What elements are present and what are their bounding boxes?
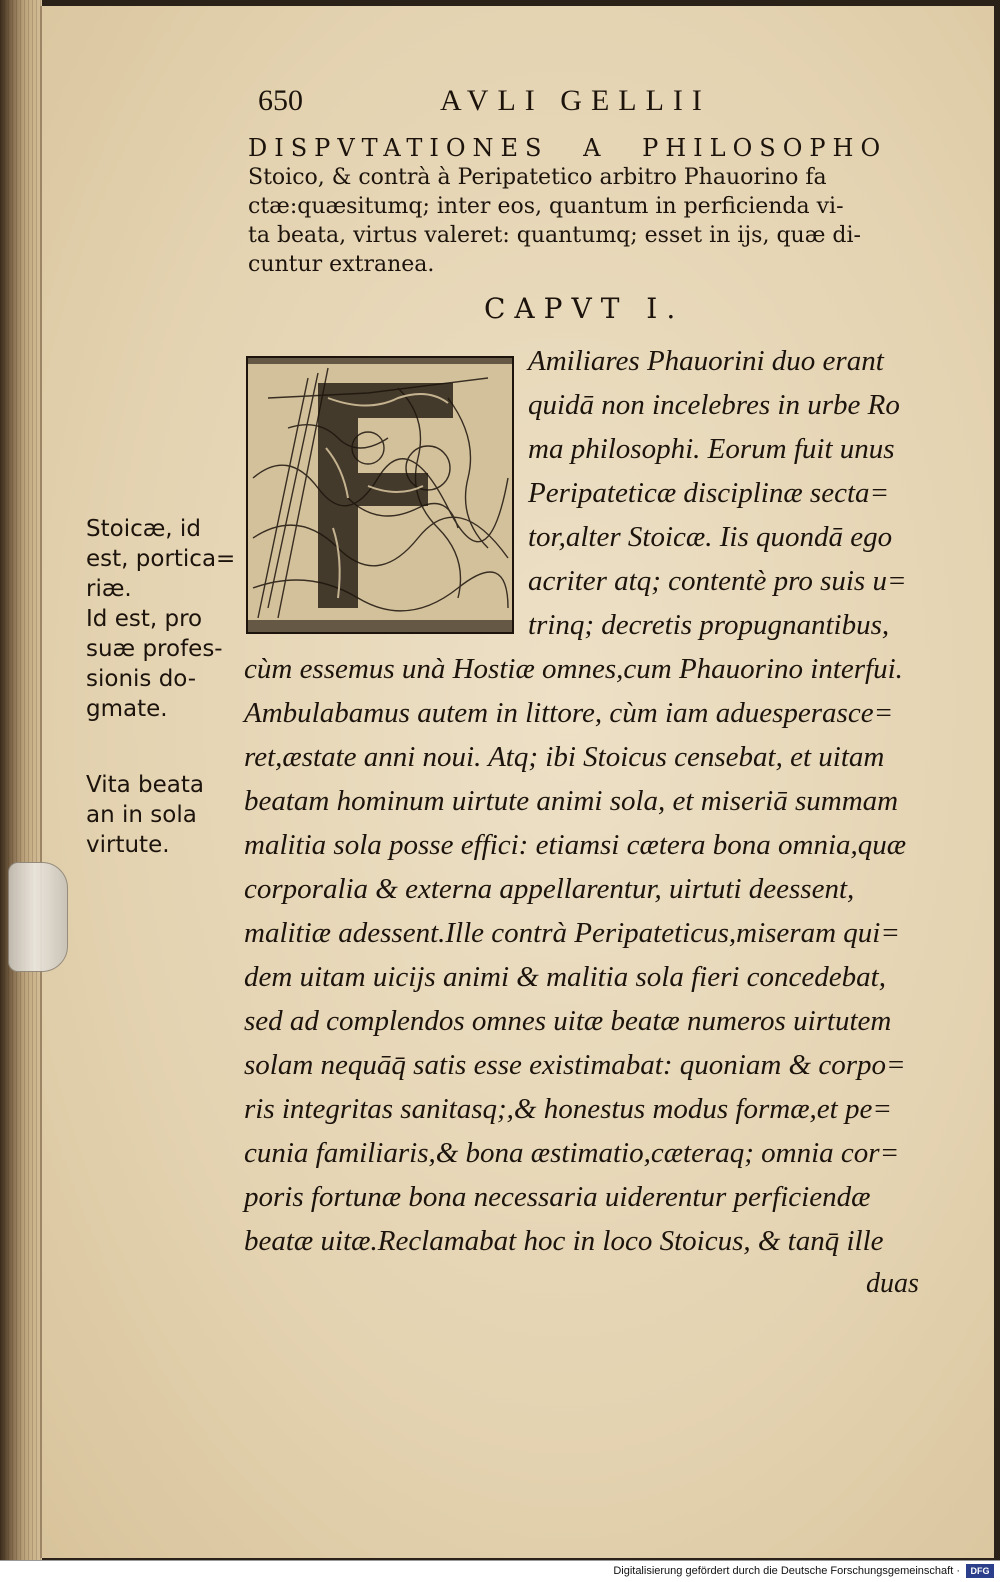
body-line: dem uitam uicijs animi & malitia sola fieri concedebat, — [244, 961, 886, 993]
page-number: 650 — [258, 84, 303, 117]
marginal-line: riæ. — [86, 576, 132, 602]
summary-line: ta beata, virtus valeret: quantumq; esset in ijs, quæ di- — [248, 223, 861, 248]
body-line: Ambulabamus autem in littore, cùm iam aduesperasce= — [244, 697, 894, 729]
body-line: cùm essemus unà Hostiæ omnes,cum Phauorino interfui. — [244, 653, 903, 685]
marginal-line: Stoicæ, id — [86, 516, 201, 542]
chapter-summary — [248, 134, 938, 279]
marginal-line: an in sola — [86, 802, 197, 828]
body-line: ma philosophi. Eorum fuit unus — [528, 433, 895, 465]
body-line: cunia familiaris,& bona æstimatio,cæteraq; omnia cor= — [244, 1137, 900, 1169]
marginal-line: sionis do- — [86, 666, 197, 692]
chapter-heading: CAPVT I. — [484, 292, 685, 325]
summary-line: cuntur extranea. — [248, 252, 435, 277]
body-line: solam nequāq̄ satis esse existimabat: quoniam & corpo= — [244, 1049, 906, 1081]
body-line: ret,æstate anni noui. Atq; ibi Stoicus censebat, et uitam — [244, 741, 885, 773]
body-line: Peripateticæ disciplinæ secta= — [528, 477, 890, 509]
marginal-line: est, portica= — [86, 546, 236, 572]
body-line: ris integritas sanitasq;,& honestus modus formæ,et pe= — [244, 1093, 892, 1125]
body-line: poris fortunæ bona necessaria uiderentur perficiendæ — [244, 1181, 871, 1213]
book-page-edges — [0, 0, 42, 1560]
body-line: malitia sola posse effici: etiamsi cætera bona omnia,quæ — [244, 829, 907, 861]
summary-line: Stoico, & contrà à Peripatetico arbitro Phauorino fa — [248, 165, 827, 190]
woodcut-initial-art — [248, 358, 512, 632]
body-line: Amiliares Phauorini duo erant — [528, 345, 884, 377]
marginal-line: Vita beata — [86, 772, 204, 798]
body-line: beatæ uitæ.Reclamabat hoc in loco Stoicus, & tanq̄ ille — [244, 1225, 884, 1257]
marginal-line: gmate. — [86, 696, 168, 722]
marginal-line: virtute. — [86, 832, 170, 858]
page-clip — [8, 862, 68, 972]
summary-line: ctæ:quæsitumq; inter eos, quantum in perficienda vi- — [248, 194, 844, 219]
footer-bar — [0, 1560, 1000, 1582]
summary-line: DISPVTATIONES A PHILOSOPHO — [248, 134, 888, 162]
woodcut-initial — [246, 356, 514, 634]
running-title: AVLI GELLII — [440, 84, 711, 117]
marginal-line: suæ profes- — [86, 636, 223, 662]
catchword: duas — [866, 1268, 919, 1299]
body-line: beatam hominum uirtute animi sola, et miseriā summam — [244, 785, 899, 817]
body-line: corporalia & externa appellarentur, uirtuti deessent, — [244, 873, 855, 905]
body-line: quidā non incelebres in urbe Ro — [528, 389, 900, 421]
body-line: tor,alter Stoicæ. Iis quondā ego — [528, 521, 893, 553]
footer-credit: Digitalisierung gefördert durch die Deutsche Forschungsgemeinschaft · — [613, 1565, 960, 1577]
body-line: malitiæ adessent.Ille contrà Peripateticus,miseram qui= — [244, 917, 900, 949]
body-line: acriter atq; contentè pro suis u= — [528, 565, 907, 597]
marginal-line: Id est, pro — [86, 606, 203, 632]
marginal-note-stoic — [86, 514, 235, 724]
dfg-logo: DFG — [966, 1564, 994, 1578]
body-line: sed ad complendos omnes uitæ beatæ numeros uirtutem — [244, 1005, 892, 1037]
marginal-note-vita-beata — [86, 770, 204, 860]
body-line: trinq; decretis propugnantibus, — [528, 609, 890, 641]
